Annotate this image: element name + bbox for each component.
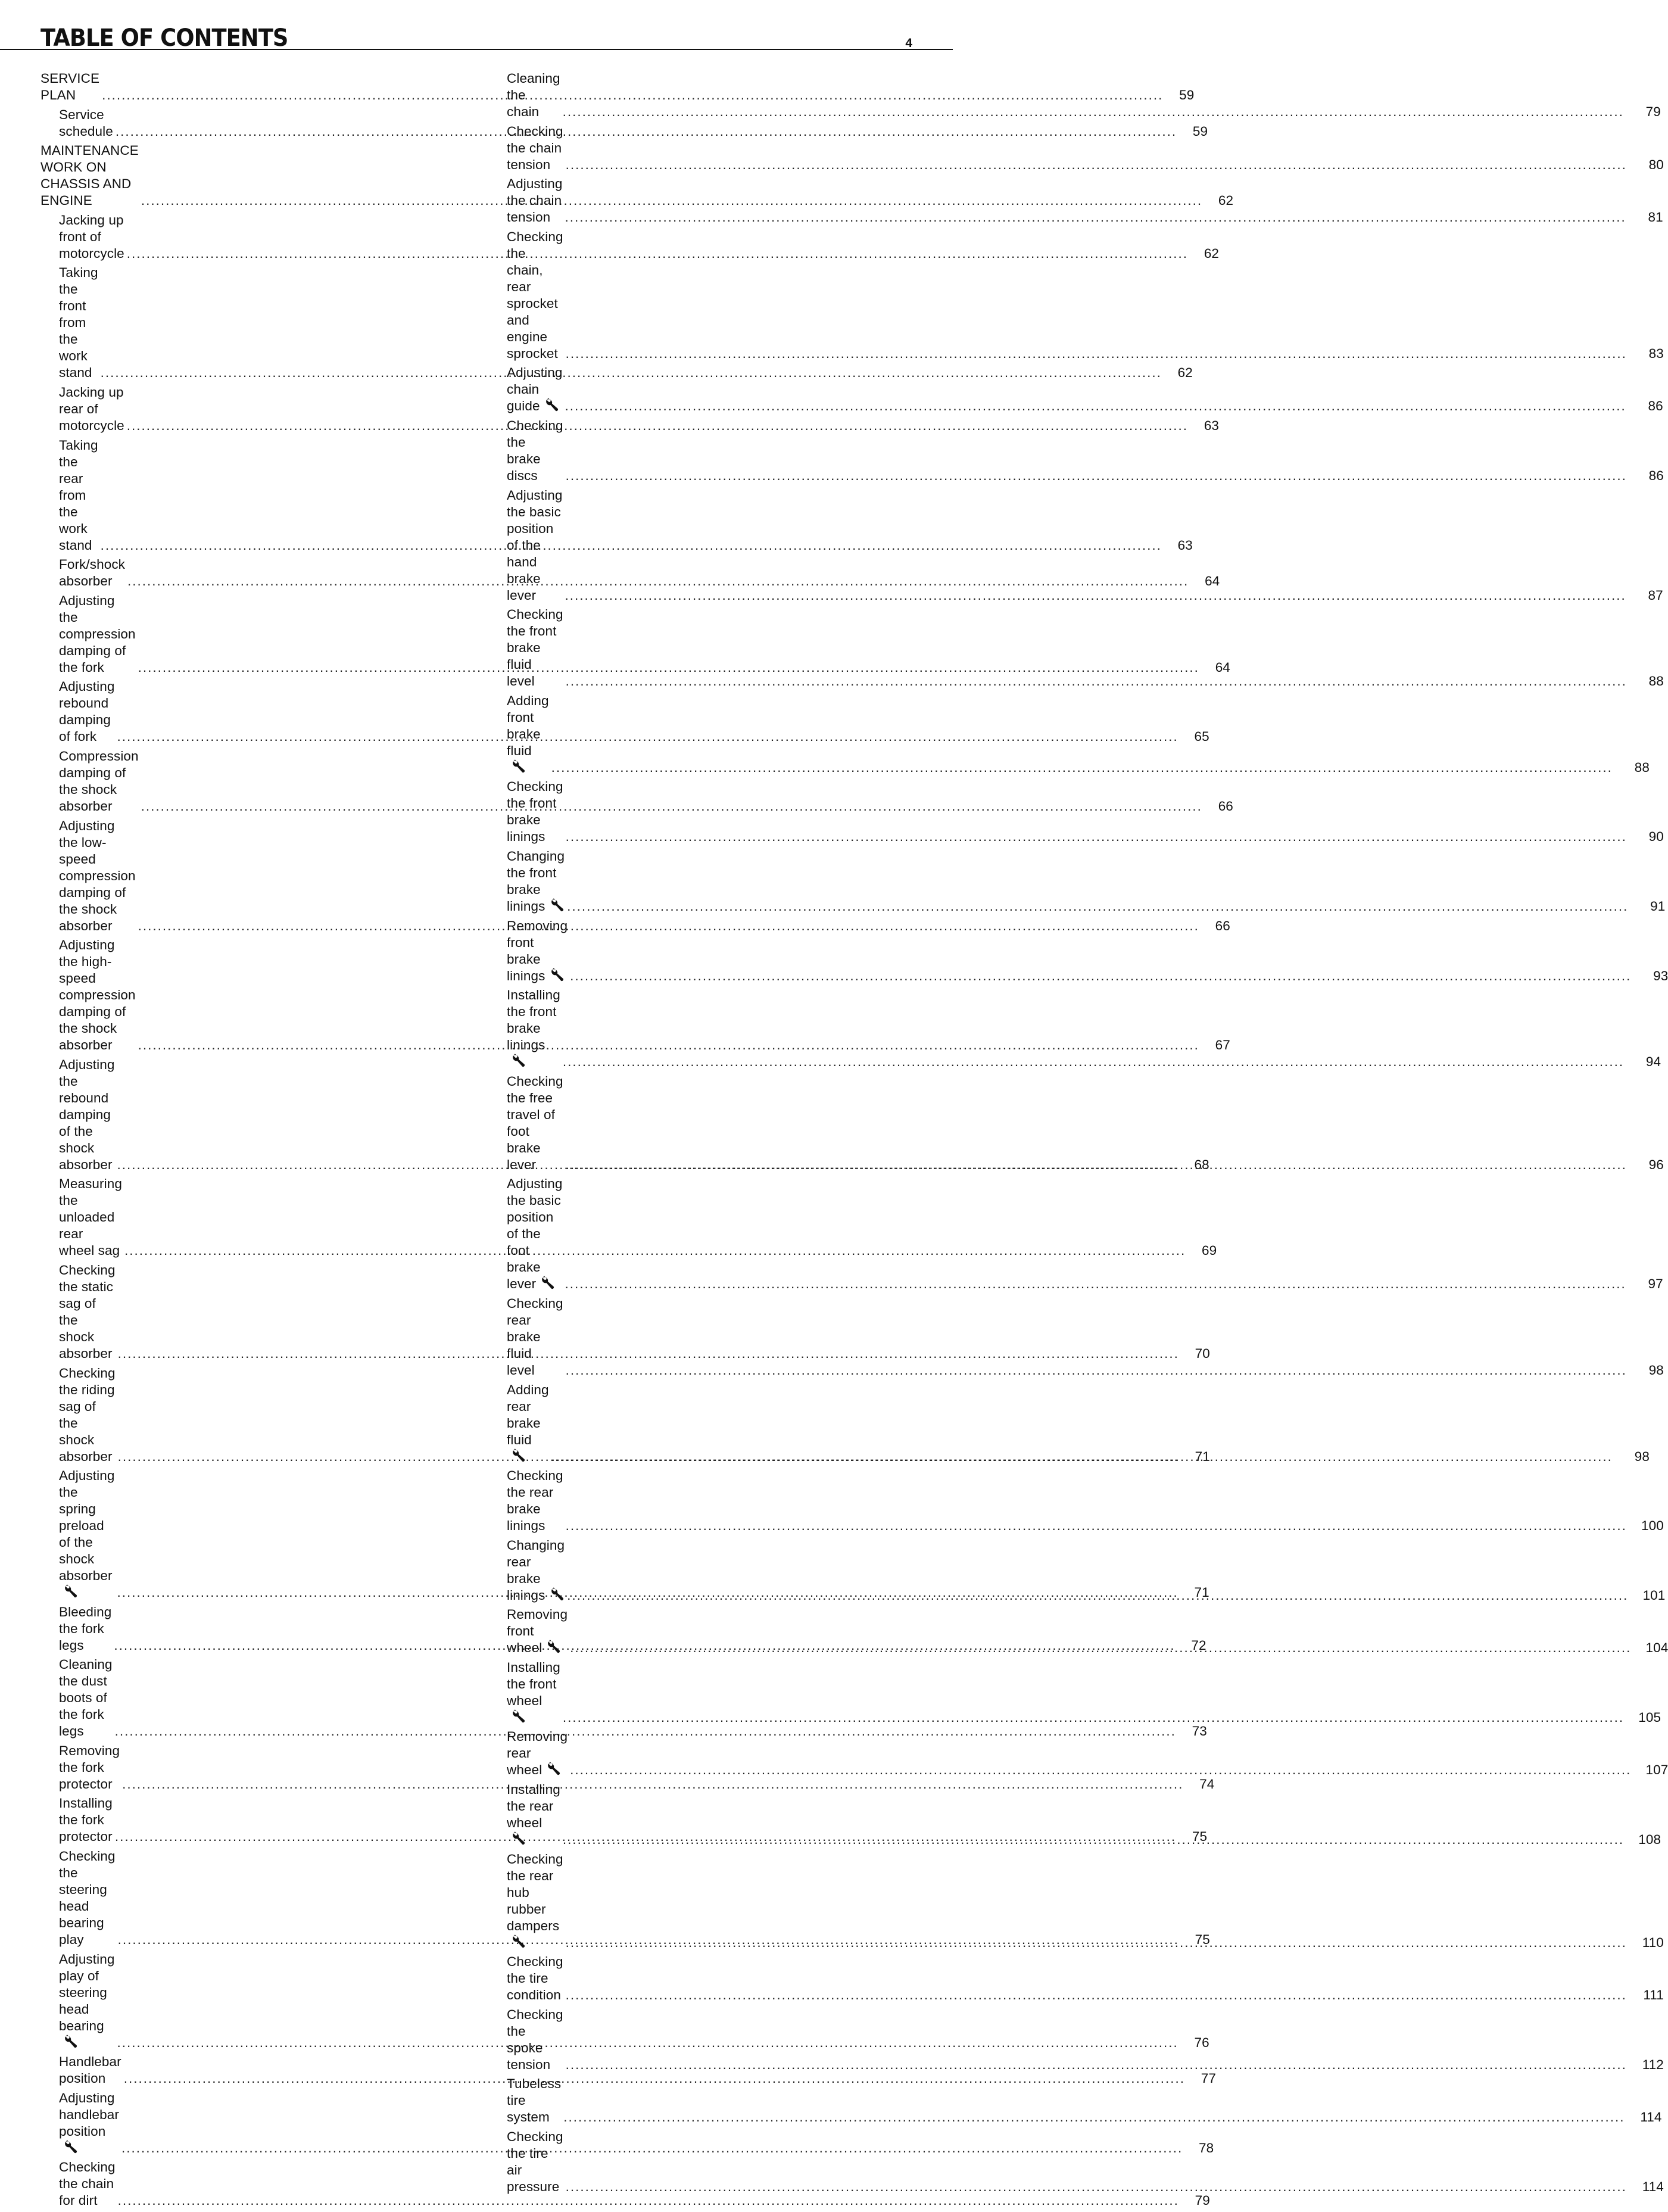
toc-entry-title	[59, 1176, 122, 1259]
dot-leader	[566, 828, 1627, 845]
toc-entry-page: 59	[1179, 88, 1195, 102]
toc-entry-page: 112	[1642, 2057, 1664, 2072]
toc-entry-label: Taking the front from the work stand	[59, 265, 98, 381]
dot-leader	[565, 209, 1626, 226]
toc-entry-title	[507, 364, 562, 415]
toc-entry-title	[507, 1468, 563, 1534]
toc-entry-label: Adjusting the chain tension	[507, 176, 563, 225]
toc-entry-title	[59, 1848, 116, 1948]
toc-entry-label: Jacking up front of motorcycle	[59, 212, 124, 261]
dot-leader	[563, 1709, 1624, 1726]
toc-entry-title	[59, 1604, 111, 1654]
toc-entry-page: 79	[1645, 104, 1661, 119]
toc-entry-page: 107	[1645, 1762, 1668, 1778]
wrench-icon	[545, 398, 559, 412]
toc-entry-title	[507, 1659, 560, 1726]
toc-entry-title	[59, 1262, 116, 1362]
toc-entry-label: Adjusting play of steering head bearing	[59, 1951, 115, 2033]
toc-entry-page: 73	[1192, 1724, 1207, 1739]
toc-entry-page: 83	[1648, 345, 1664, 361]
toc-entry-title	[59, 437, 98, 554]
toc-entry-label: Checking the rear hub rubber dampers	[507, 1851, 563, 1933]
toc-entry-label: Checking the chain tension	[507, 123, 563, 172]
toc-entry-label: Adding rear brake fluid	[507, 1382, 549, 1447]
wrench-icon	[512, 1054, 526, 1067]
toc-entry-page: 79	[1195, 2193, 1210, 2208]
toc-entry-title	[59, 2054, 121, 2087]
toc-entry-page: 93	[1653, 968, 1668, 983]
toc-entry-title	[507, 418, 563, 484]
toc-entry[interactable]	[507, 1954, 1664, 2007]
wrench-icon	[512, 1935, 526, 1948]
wrench-icon	[512, 1832, 526, 1845]
dot-leader	[565, 1276, 1626, 1292]
dot-leader	[567, 898, 1628, 915]
toc-entry-page: 77	[1201, 2071, 1216, 2086]
dot-leader	[566, 2057, 1627, 2073]
toc-entry-page: 64	[1205, 574, 1220, 589]
toc-entry-title	[59, 1057, 114, 1173]
toc-entry-title	[507, 123, 563, 173]
toc-entry-title	[59, 1951, 114, 2051]
toc-entry-title	[507, 1382, 549, 1465]
toc-entry-title	[507, 1537, 565, 1604]
toc-entry-page: 66	[1218, 798, 1233, 814]
toc-entry-page: 108	[1638, 1832, 1661, 1848]
toc-entry-label: Adjusting the high-speed compression damping of the shock absorber	[59, 937, 136, 1053]
dot-leader	[551, 759, 1613, 776]
toc-entry-page: 86	[1648, 468, 1664, 483]
dot-leader	[563, 1054, 1624, 1070]
toc-entry-page: 66	[1215, 918, 1230, 933]
toc-entry-title	[59, 678, 114, 745]
toc-entry-title	[59, 818, 136, 934]
toc-entry-page: 70	[1195, 1345, 1210, 1361]
toc-entry-label: Fork/shock absorber	[59, 557, 126, 589]
toc-entry-label: SERVICE PLAN	[40, 71, 100, 102]
toc-entry-label: Checking the tire condition	[507, 1954, 563, 2003]
dot-leader	[566, 1157, 1627, 1173]
toc-entry-page: 111	[1643, 1987, 1664, 2003]
toc-entry-page: 98	[1634, 1448, 1650, 1464]
dot-leader	[551, 1448, 1613, 1465]
toc-entry-page: 97	[1648, 1276, 1663, 1292]
toc-entry-title	[507, 1073, 563, 1173]
toc-entry-label: Installing the front brake linings	[507, 987, 560, 1053]
wrench-icon	[512, 1449, 526, 1462]
toc-entry-label: Checking the tire air pressure	[507, 2129, 563, 2195]
toc-entry[interactable]	[507, 1659, 1661, 1729]
toc-entry-title	[507, 70, 560, 120]
toc-entry-page: 88	[1648, 674, 1664, 689]
toc-entry-title	[507, 987, 560, 1070]
toc-entry-page: 86	[1648, 398, 1663, 414]
toc-entry-label: Adjusting the basic position of the hand brake lever	[507, 487, 563, 603]
toc-entry-title	[507, 229, 563, 362]
toc-entry-label: Handlebar position	[59, 2054, 121, 2086]
toc-entry-title	[507, 1295, 563, 1379]
toc-entry-title	[507, 1781, 560, 1848]
wrench-icon	[541, 1276, 555, 1289]
toc-entry-label: Adjusting the low-speed compression damping of the shock absorber	[59, 818, 136, 933]
toc-entry-label: Removing front wheel	[507, 1607, 568, 1656]
toc-entry-label: Adjusting the rebound damping of the shock absorber	[59, 1057, 115, 1172]
toc-entry-page: 63	[1177, 537, 1193, 553]
wrench-icon	[550, 899, 565, 912]
toc-entry-page: 110	[1642, 1934, 1664, 1950]
page-number: 4	[905, 36, 912, 50]
toc-entry-label: Removing the fork protector	[59, 1743, 120, 1792]
toc-entry-title	[507, 693, 549, 776]
dot-leader	[566, 1362, 1627, 1379]
page-title: TABLE OF CONTENTS	[40, 24, 288, 52]
toc-entry-label: Jacking up rear of motorcycle	[59, 384, 124, 433]
toc-entry-label: Tubeless tire system	[507, 2076, 562, 2125]
header-rule	[0, 49, 953, 50]
dot-leader	[570, 1762, 1631, 1778]
toc-entry-page: 62	[1218, 193, 1234, 208]
toc-entry-label: Adjusting rebound damping of fork	[59, 679, 115, 744]
toc-entry-page: 68	[1194, 1157, 1209, 1172]
dot-leader	[563, 104, 1624, 120]
toc-entry-title	[59, 748, 139, 815]
toc-entry-label: Compression damping of the shock absorber	[59, 748, 139, 814]
toc-entry-label: Checking the riding sag of the shock absorber	[59, 1365, 116, 1464]
toc-entry-label: Checking rear brake fluid level	[507, 1295, 563, 1378]
toc-entry-title	[507, 487, 562, 604]
wrench-icon	[550, 1588, 565, 1601]
dot-leader	[566, 1987, 1627, 2004]
toc-entry-label: Service schedule	[59, 107, 113, 139]
toc-entry-label: Checking the front brake linings	[507, 779, 563, 845]
toc-entry[interactable]	[507, 1468, 1664, 1537]
toc-entry-label: Adjusting the basic position of the foot brake lever	[507, 1176, 563, 1292]
dot-leader	[570, 1640, 1631, 1656]
toc-entry-label: Adjusting handlebar position	[59, 2090, 119, 2139]
toc-entry-title	[59, 264, 98, 381]
toc-entry-label: Taking the rear from the work stand	[59, 437, 98, 553]
toc-entry-label: Removing rear wheel	[507, 1729, 568, 1778]
wrench-icon	[64, 1585, 78, 1598]
toc-entry-title	[507, 918, 568, 985]
wrench-icon	[547, 1640, 561, 1653]
toc-entry-page: 114	[1642, 2179, 1664, 2195]
dot-leader	[565, 398, 1626, 415]
wrench-icon	[512, 1710, 526, 1723]
toc-entry-title	[59, 2090, 119, 2157]
toc-entry-page: 104	[1645, 1640, 1668, 1656]
toc-entry-label: Adjusting the compression damping of the fork	[59, 593, 136, 675]
toc-entry-label: Checking the brake discs	[507, 418, 563, 483]
toc-entry-title	[507, 1728, 568, 1778]
dot-leader	[566, 673, 1627, 690]
toc-entry-page: 87	[1648, 587, 1663, 603]
toc-entry-page: 91	[1650, 898, 1666, 914]
toc-entry-label: Removing front brake linings	[507, 918, 568, 983]
toc-entry-page: 59	[1192, 123, 1208, 139]
toc-entry[interactable]	[40, 2054, 1216, 2090]
dot-leader	[563, 1831, 1624, 1848]
toc-entry-title	[59, 1656, 113, 1740]
toc-entry-title	[59, 1365, 116, 1465]
toc-entry-page: 71	[1195, 1448, 1210, 1464]
toc-entry-title	[59, 556, 125, 590]
toc-entry-page: 67	[1215, 1038, 1230, 1053]
toc-entry-label: Adjusting the spring preload of the shock absorber	[59, 1468, 115, 1584]
toc-entry-title	[507, 1954, 563, 2004]
toc-entry-title	[507, 778, 563, 845]
toc-entry-title	[507, 2129, 563, 2195]
wrench-icon	[64, 2035, 78, 2048]
toc-entry-page: 76	[1194, 2035, 1209, 2050]
toc-entry-title	[507, 2076, 561, 2126]
toc-entry-label: Installing the fork protector	[59, 1796, 113, 1845]
toc-entry-page: 78	[1199, 2140, 1214, 2155]
dot-leader	[566, 468, 1627, 484]
toc-entry-label: Cleaning the chain	[507, 71, 560, 119]
toc-entry[interactable]	[40, 107, 1208, 143]
dot-leader	[570, 968, 1631, 985]
toc-entry-label: Checking the free travel of foot brake lever	[507, 1073, 563, 1172]
toc-entry-label: Measuring the unloaded rear wheel sag	[59, 1176, 122, 1258]
toc-entry-page: 62	[1177, 365, 1193, 381]
toc-entry[interactable]	[40, 212, 1220, 265]
toc-entry-page: 81	[1648, 210, 1663, 225]
toc-entry-title	[59, 1468, 114, 1601]
dot-leader	[567, 1587, 1628, 1604]
toc-entry-page: 62	[1204, 245, 1220, 261]
toc-entry-title	[59, 1795, 113, 1845]
toc-entry-page: 75	[1192, 1829, 1208, 1845]
toc-entry-page: 74	[1199, 1776, 1215, 1792]
toc-entry-page: 71	[1194, 1585, 1209, 1600]
toc-entry-label: Installing the rear wheel	[507, 1782, 560, 1831]
toc-entry-title	[507, 848, 565, 915]
dot-leader	[566, 1934, 1627, 1951]
toc-entry-title	[507, 1176, 562, 1292]
toc-entry-page: 94	[1645, 1054, 1661, 1070]
toc-entry-title	[507, 176, 562, 226]
toc-entry-label: Checking the steering head bearing play	[59, 1849, 116, 1948]
toc-entry-page: 98	[1648, 1362, 1664, 1378]
toc-entry-label: Bleeding the fork legs	[59, 1604, 112, 1653]
toc-entry-page: 72	[1191, 1637, 1206, 1653]
toc-entry-title	[59, 2159, 116, 2209]
toc-entry-label: Installing the front wheel	[507, 1659, 560, 1708]
toc-entry-page: 105	[1638, 1709, 1661, 1725]
toc-entry-label: Checking the front brake fluid level	[507, 607, 563, 689]
toc-entry-title	[59, 107, 113, 140]
toc-entry-label: Adjusting chain guide	[507, 365, 563, 414]
toc-entry-label: Changing rear brake linings	[507, 1537, 565, 1603]
wrench-icon	[64, 2141, 78, 2154]
toc-entry-page: 65	[1194, 729, 1209, 744]
toc-entry-label: Cleaning the dust boots of the fork legs	[59, 1657, 113, 1739]
toc-entry-label: Checking the rear brake linings	[507, 1468, 563, 1534]
toc-entry-label: Changing the front brake linings	[507, 848, 565, 914]
toc-entry-title	[40, 70, 99, 104]
toc-entry-label: Checking the spoke tension	[507, 2007, 563, 2072]
dot-leader	[566, 345, 1627, 362]
dot-leader	[566, 157, 1627, 173]
toc-entry-title	[507, 1606, 568, 1656]
toc-entry-title	[507, 606, 563, 690]
toc-entry-page: 64	[1215, 659, 1230, 675]
wrench-icon	[547, 1762, 561, 1775]
toc-entry-title	[59, 1743, 120, 1793]
toc-entry-page: 101	[1642, 1587, 1666, 1603]
toc-entry-label: Checking the chain for dirt	[59, 2160, 116, 2208]
dot-leader	[563, 2109, 1625, 2126]
toc-entry-page: 114	[1640, 2110, 1662, 2125]
toc-entry[interactable]	[507, 848, 1666, 918]
toc-entry-page: 63	[1204, 418, 1220, 433]
wrench-icon	[512, 760, 526, 773]
toc-entry-label: MAINTENANCE WORK ON CHASSIS AND ENGINE	[40, 143, 139, 208]
toc-entry-title	[59, 212, 124, 262]
toc-entry-label: Adding front brake fluid	[507, 693, 549, 758]
toc-entry-page: 96	[1648, 1157, 1664, 1172]
dot-leader	[565, 587, 1626, 604]
toc-entry-title	[40, 142, 139, 209]
toc-entry-title	[59, 593, 136, 676]
toc-entry-title	[59, 937, 136, 1054]
toc-entry-title	[507, 1851, 563, 1951]
toc-entry-page: 75	[1195, 1932, 1210, 1948]
toc-entry-page: 88	[1634, 759, 1650, 775]
toc-entry-label: Checking the static sag of the shock absorber	[59, 1262, 116, 1361]
toc-entry-title	[507, 2007, 563, 2073]
toc-entry-page: 69	[1201, 1243, 1217, 1258]
wrench-icon	[550, 968, 565, 982]
toc-entry-page: 90	[1648, 829, 1664, 845]
dot-leader	[566, 1518, 1627, 1534]
dot-leader	[566, 2179, 1627, 2195]
toc-entry-label: Checking the chain, rear sprocket and engine sprocket	[507, 229, 563, 361]
toc-entry[interactable]	[40, 556, 1220, 593]
toc-entry-page: 80	[1648, 157, 1664, 172]
toc-entry-page: 100	[1641, 1518, 1664, 1534]
toc-entry-title	[59, 384, 124, 434]
